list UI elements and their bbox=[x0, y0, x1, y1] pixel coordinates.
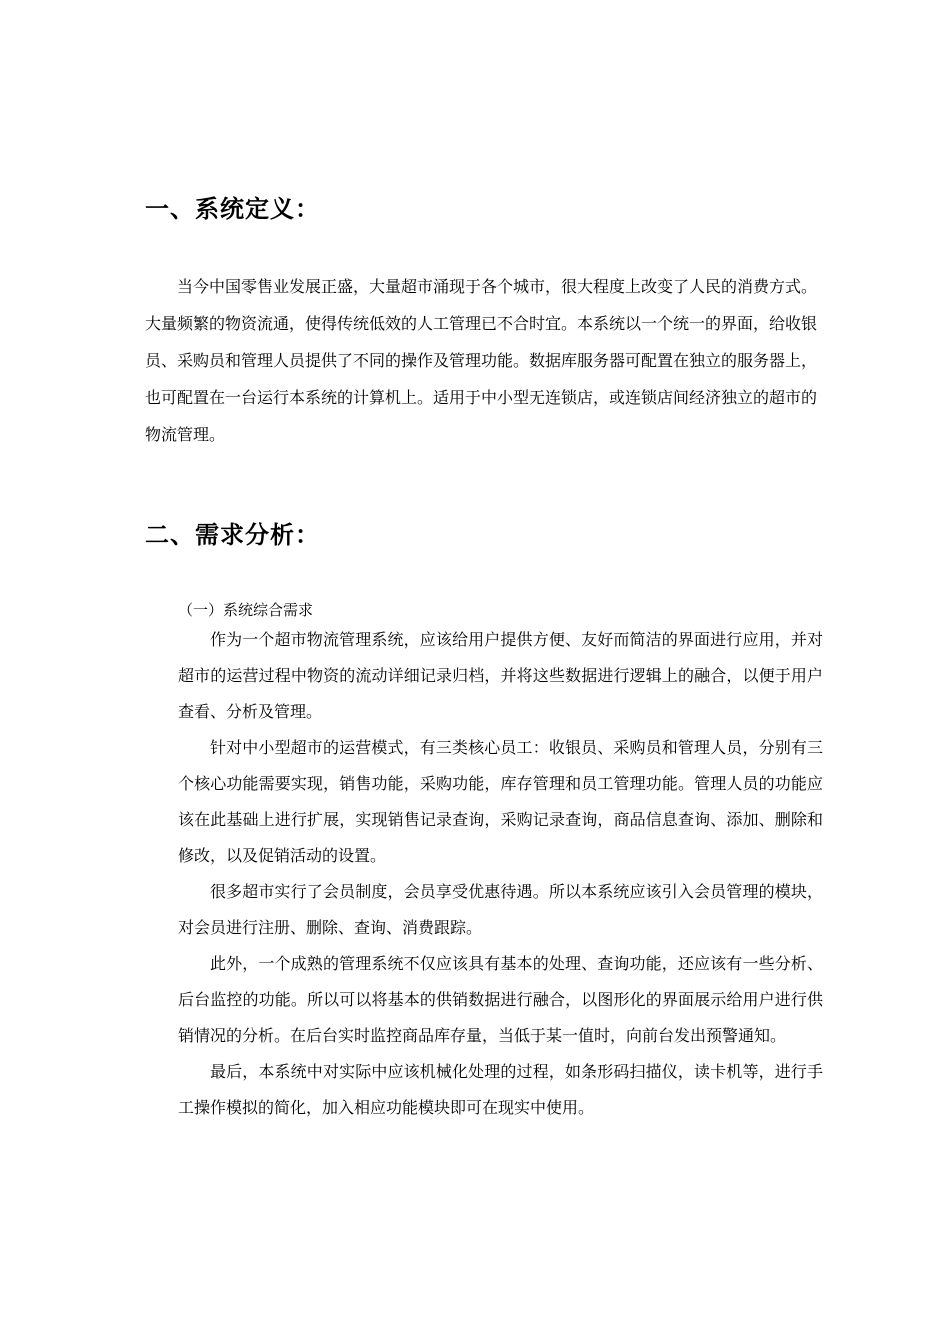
subsection-general-requirements bbox=[178, 598, 823, 1126]
subsection-heading: （一）系统综合需求 bbox=[178, 601, 314, 619]
section-heading-requirements-analysis: 二、需求分析： bbox=[145, 521, 320, 549]
section-heading-system-definition: 一、系统定义： bbox=[145, 195, 320, 223]
requirements-paragraph-4: 此外，一个成熟的管理系统不仅应该具有基本的处理、查询功能，还应该有一些分析、后台监控的功能。所以可以将基本的供销数据进行融合，以图形化的界面展示给用户进行供销情况的分析。在后台实时监控商品库存量，当低于某一值时，向前台发出预警通知。 bbox=[178, 954, 823, 1045]
requirements-paragraph-1: 作为一个超市物流管理系统，应该给用户提供方便、友好而简洁的界面进行应用，并对超市的运营过程中物资的流动详细记录归档，并将这些数据进行逻辑上的融合，以便于用户查看、分析及管理。 bbox=[178, 630, 823, 721]
requirements-paragraph-5: 最后，本系统中对实际中应该机械化处理的过程，如条形码扫描仪，读卡机等，进行手工操作模拟的简化，加入相应功能模块即可在现实中使用。 bbox=[178, 1062, 823, 1117]
system-definition-paragraph: 当今中国零售业发展正盛，大量超市涌现于各个城市，很大程度上改变了人民的消费方式。大量频繁的物资流通，使得传统低效的人工管理已不合时宜。本系统以一个统一的界面，给收银员、采购员和管理人员提供了不同的操作及管理功能。数据库服务器可配置在独立的服务器上，也可配置在一台运行本系统的计算机上。适用于中小型无连锁店，或连锁店间经济独立的超市的物流管理。 bbox=[145, 277, 818, 444]
requirements-paragraph-2: 针对中小型超市的运营模式，有三类核心员工：收银员、采购员和管理人员，分别有三个核心功能需要实现，销售功能，采购功能，库存管理和员工管理功能。管理人员的功能应该在此基础上进行扩展，实现销售记录查询，采购记录查询，商品信息查询、添加、删除和修改，以及促销活动的设置。 bbox=[178, 738, 823, 865]
requirements-paragraph-3: 很多超市实行了会员制度，会员享受优惠待遇。所以本系统应该引入会员管理的模块，对会员进行注册、删除、查询、消费跟踪。 bbox=[178, 882, 823, 937]
